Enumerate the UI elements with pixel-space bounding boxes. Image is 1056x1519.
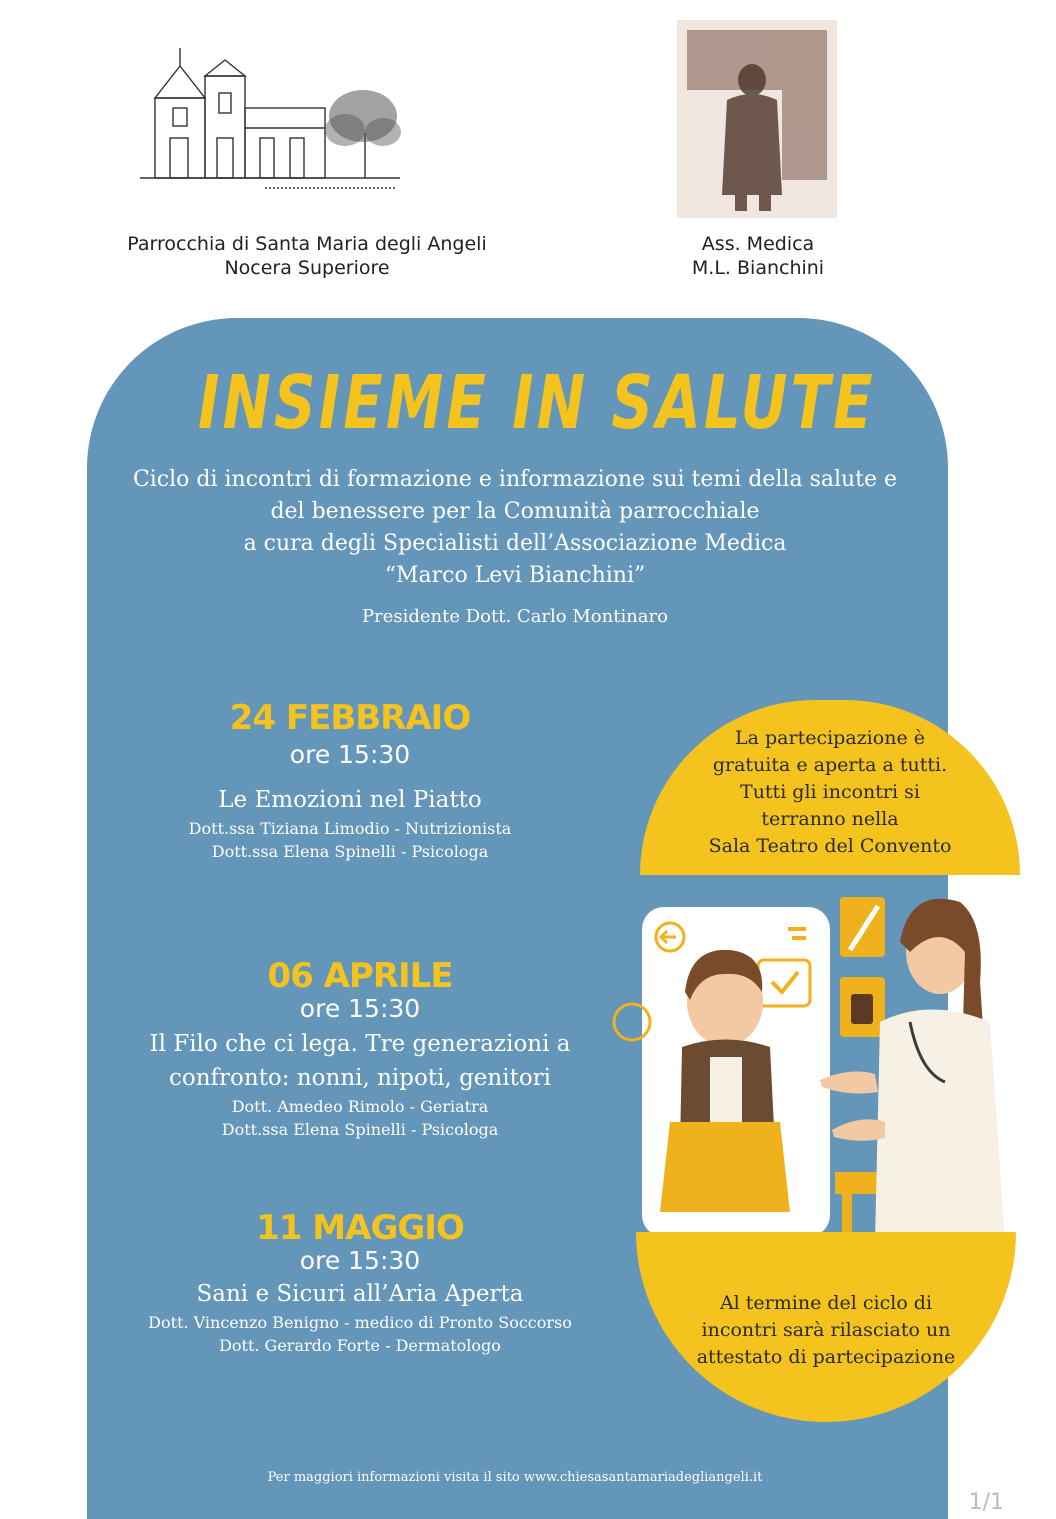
association-name: Ass. Medica M.L. Bianchini: [691, 233, 825, 279]
event-2: [100, 956, 620, 1141]
event-date: 24 FEBBRAIO: [229, 698, 471, 738]
footer-website: Per maggiori informazioni visita il sito www.chiesasantamariadegliangeli.it: [267, 1470, 763, 1485]
event-speaker: Dott.ssa Elena Spinelli - Psicologa: [211, 842, 489, 861]
event-speaker: Dott.ssa Tiziana Limodio - Nutrizionista: [188, 819, 512, 838]
event-speaker: Dott. Gerardo Forte - Dermatologo: [219, 1336, 501, 1355]
event-title: Il Filo che ci lega. Tre generazioni a: [149, 1031, 571, 1057]
parish-name: Parrocchia di Santa Maria degli Angeli Nocera Superiore: [127, 233, 487, 279]
event-title: Le Emozioni nel Piatto: [218, 787, 482, 813]
doctor-patient-illustration: [610, 882, 1030, 1242]
event-time: ore 15:30: [299, 994, 421, 1023]
president-line: Presidente Dott. Carlo Montinaro: [362, 606, 668, 627]
event-date: 06 APRILE: [267, 956, 453, 996]
certificate-info-text: Al termine del ciclo di incontri sarà rilasciato un attestato di partecipazione: [696, 1292, 956, 1368]
event-time: ore 15:30: [289, 740, 411, 769]
event-3: [100, 1208, 620, 1357]
event-title: Sani e Sicuri all’Aria Aperta: [196, 1281, 524, 1307]
event-time: ore 15:30: [299, 1246, 421, 1275]
event-speaker: Dott. Amedeo Rimolo - Geriatra: [231, 1097, 489, 1116]
intro-text: Ciclo di incontri di formazione e informazione sui temi della salute e del benessere per la Comunità parrocchiale a cura degli Specialisti dell’Associazione Medica “Marco Levi Bianchini”: [132, 467, 898, 588]
event-1: [100, 698, 600, 863]
event-speaker: Dott. Vincenzo Benigno - medico di Pronto Soccorso: [148, 1313, 572, 1332]
event-title: confronto: nonni, nipoti, genitori: [168, 1065, 552, 1091]
event-speaker: Dott.ssa Elena Spinelli - Psicologa: [221, 1120, 499, 1139]
page-counter: 1/1: [968, 1490, 1004, 1515]
poster-title: INSIEME IN SALUTE: [198, 360, 876, 446]
participation-info-text: La partecipazione è gratuita e aperta a tutti. Tutti gli incontri si terranno nella Sala Teatro del Convento: [708, 727, 952, 857]
church-drawing: [135, 38, 405, 198]
event-date: 11 MAGGIO: [256, 1208, 464, 1248]
sketch-portrait: [677, 20, 837, 218]
pill-bottle-icon: [851, 994, 873, 1024]
